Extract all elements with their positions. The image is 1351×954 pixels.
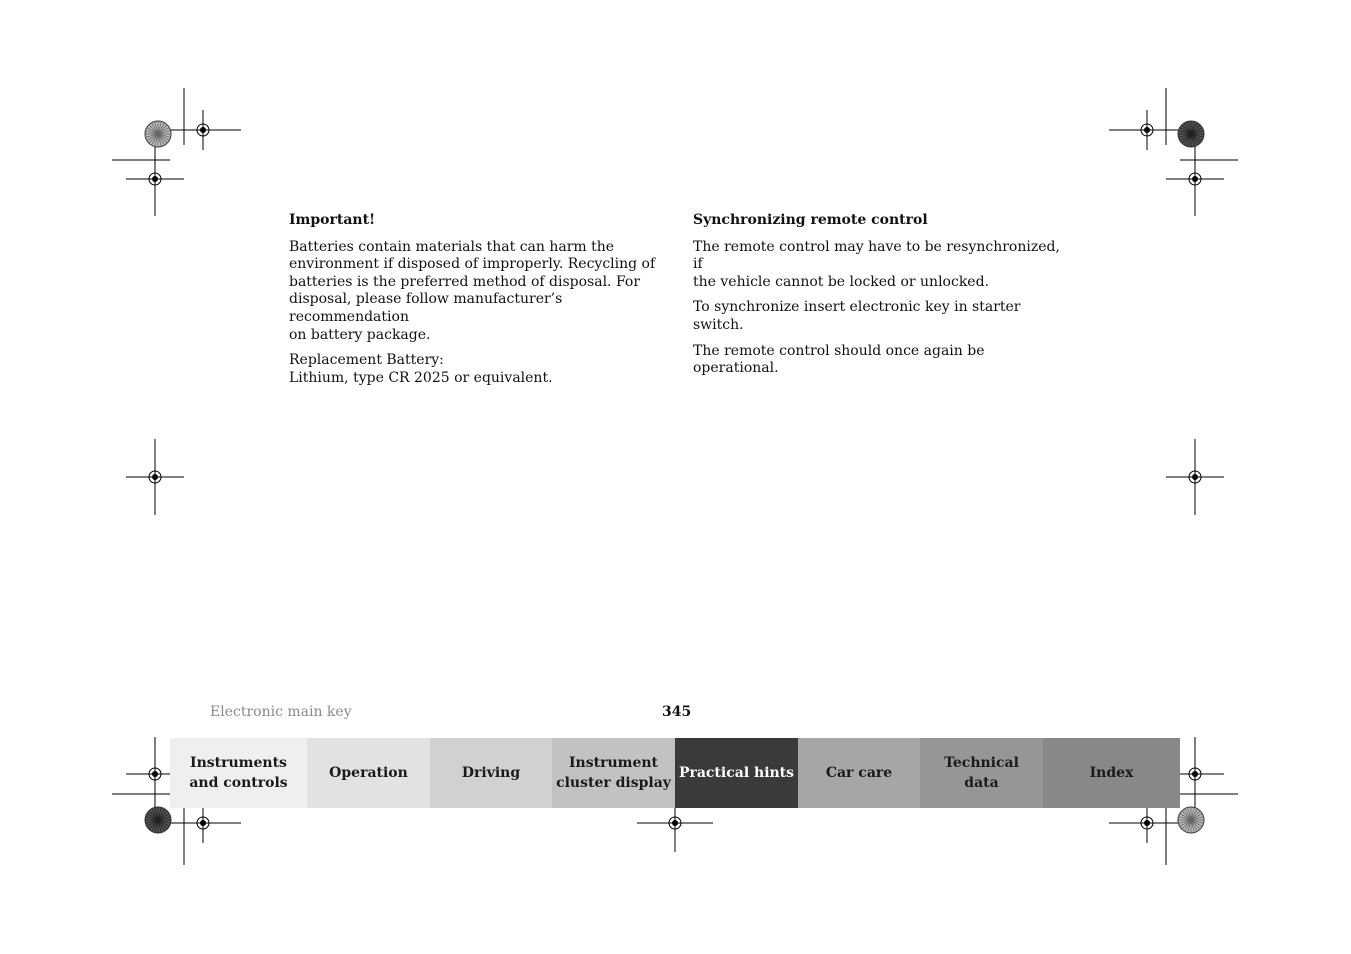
tab-label: Practical hints — [678, 765, 795, 781]
tab-label: Car care — [825, 765, 893, 781]
chapter-tab-bar — [170, 738, 1180, 808]
registration-dot — [152, 771, 158, 777]
battery-disposal-paragraph: Batteries contain materials that can harm the environment if disposed of improperly. Recycling of batteries is the preferred method of disposal. For disposal, please follow manufacturer’s recommendation on battery package. — [289, 238, 656, 343]
operational-note: The remote control should once again be operational. — [693, 342, 985, 377]
tab-label: Operation — [329, 765, 408, 781]
tab-driving[interactable] — [430, 738, 552, 808]
registration-dot — [200, 127, 206, 133]
tab-instruments-and-controls[interactable] — [170, 738, 307, 808]
tab-index[interactable] — [1043, 738, 1180, 808]
important-heading: Important! — [289, 212, 376, 228]
tab-label: Instruments and controls — [189, 755, 288, 791]
registration-dot — [672, 820, 678, 826]
tab-instrument-cluster-display[interactable] — [552, 738, 675, 808]
tab-operation[interactable] — [307, 738, 430, 808]
resync-paragraph: The remote control may have to be resynchronized, if the vehicle cannot be locked or unlocked. — [693, 238, 1060, 290]
registration-dot — [1192, 771, 1198, 777]
tab-label: Driving — [461, 765, 521, 781]
registration-dot — [1144, 127, 1150, 133]
synchronize-instruction: To synchronize insert electronic key in starter switch. — [693, 299, 1021, 333]
replacement-battery-paragraph: Replacement Battery: Lithium, type CR 2025 or equivalent. — [289, 352, 553, 386]
section-label: Electronic main key — [210, 704, 352, 720]
registration-dot — [1192, 176, 1198, 182]
left-column — [289, 212, 659, 395]
registration-dot — [152, 176, 158, 182]
registration-dot — [1144, 820, 1150, 826]
tab-practical-hints[interactable] — [675, 738, 798, 808]
right-column — [693, 212, 1063, 386]
tab-car-care[interactable] — [798, 738, 920, 808]
registration-dot — [152, 474, 158, 480]
tab-technical-data[interactable] — [920, 738, 1043, 808]
tab-label: Index — [1089, 765, 1134, 781]
synchronizing-heading: Synchronizing remote control — [693, 212, 928, 228]
tab-label: Instrument cluster display — [556, 755, 671, 791]
page-number: 345 — [662, 704, 692, 720]
registration-dot — [200, 820, 206, 826]
tab-label: Technical data — [944, 755, 1019, 791]
registration-dot — [1192, 474, 1198, 480]
